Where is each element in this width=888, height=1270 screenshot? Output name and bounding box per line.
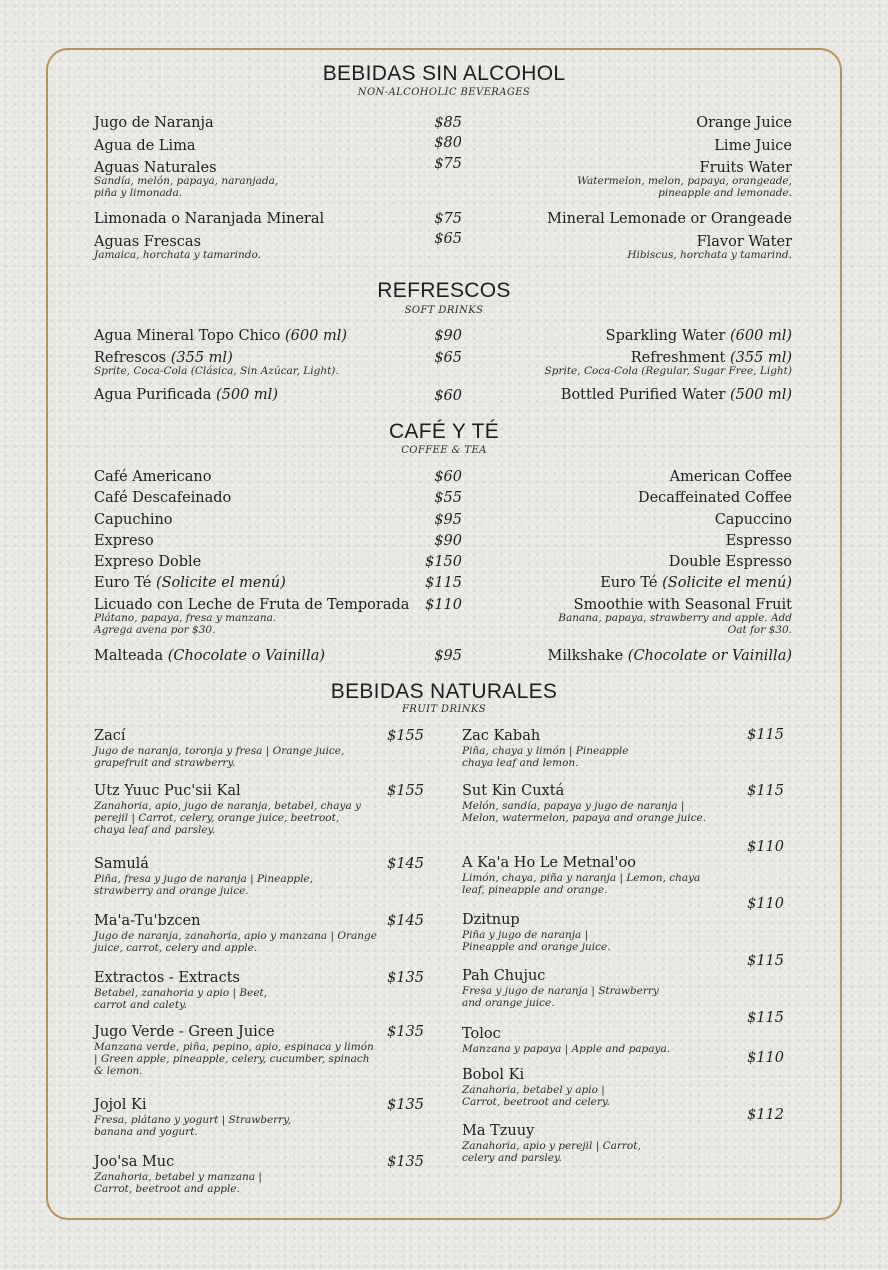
fruit-drink-item: [462, 855, 712, 896]
item-size-es: (500 ml): [215, 387, 278, 403]
item-desc-es: Plátano, papaya, fresa y manzana. Agrega avena por $30.: [94, 612, 277, 636]
section-title-sin-alcohol: BEBIDAS SIN ALCOHOL: [322, 62, 566, 85]
fruit-drink-price: $115: [747, 1010, 784, 1026]
item-name-en: Flavor Water: [696, 234, 792, 250]
fruit-drink-price: $135: [387, 970, 424, 986]
section-title-naturales: BEBIDAS NATURALES: [330, 680, 558, 703]
item-price: $110: [425, 597, 462, 613]
item-name-es: Expreso: [94, 533, 154, 549]
fruit-drink-desc: Manzana y papaya | Apple and papaya.: [462, 1043, 671, 1055]
item-price: $150: [425, 554, 462, 570]
item-price: $95: [434, 512, 462, 528]
fruit-drink-item: [462, 1123, 642, 1164]
fruit-drink-desc: Manzana verde, piña, pepino, apio, espinaca y limón | Green apple, pineapple, celery, cucumber, spinach & lemon.: [94, 1041, 374, 1077]
item-name-es: [94, 386, 278, 404]
fruit-drink-name: Bobol Ki: [462, 1067, 525, 1083]
item-desc-en: Banana, papaya, strawberry and apple. Add Oat for $30.: [558, 612, 792, 636]
item-name-en: [561, 386, 792, 404]
item-desc-es: Sandía, melón, papaya, naranjada, piña y limonada.: [94, 175, 279, 199]
item-size-en: (500 ml): [730, 387, 792, 403]
item-size-en: (600 ml): [730, 328, 792, 344]
item-name-es: Jugo de Naranja: [94, 115, 214, 131]
item-note-es: (Solicite el menú): [155, 575, 286, 591]
fruit-drink-desc: Melón, sandía, papaya y jugo de naranja | Melon, watermelon, papaya and orange juice.: [462, 800, 707, 824]
item-desc-en: Sprite, Coca-Cola (Regular, Sugar Free, Light): [544, 365, 792, 377]
item-name-en: [547, 647, 792, 665]
item-name-en-text: Refreshment: [630, 350, 726, 366]
fruit-drink-desc: Piña, fresa y jugo de naranja | Pineapple, strawberry and orange juice.: [94, 873, 313, 897]
item-name-en: Espresso: [725, 533, 792, 549]
item-name-es: Aguas Frescas: [94, 234, 202, 250]
fruit-drink-desc: Zanahoria, apio y perejil | Carrot, celery and parsley.: [462, 1140, 641, 1164]
item-name-es: Agua de Lima: [94, 138, 196, 154]
item-name-es-text: Agua Purificada: [94, 387, 212, 403]
fruit-drink-item: [462, 1026, 722, 1055]
fruit-drink-name: Ma'a-Tu'bzcen: [94, 913, 201, 929]
fruit-drink-item: [462, 912, 642, 953]
fruit-drink-name: Pah Chujuc: [462, 968, 546, 984]
fruit-drink-desc: Piña y jugo de naranja | Pineapple and orange juice.: [462, 929, 611, 953]
item-name-en: Capuccino: [714, 512, 792, 528]
fruit-drink-item: [462, 1067, 642, 1108]
fruit-drink-desc: Fresa y jugo de naranja | Strawberry and orange juice.: [462, 985, 659, 1009]
item-name-es: Café Descafeinado: [94, 490, 232, 506]
fruit-drink-name: Samulá: [94, 856, 149, 872]
fruit-drink-price: $145: [387, 856, 424, 872]
item-name-es: Aguas Naturales: [94, 160, 217, 176]
fruit-drink-item: [94, 856, 354, 897]
fruit-drink-item: [94, 783, 369, 836]
fruit-drink-price: $110: [747, 839, 784, 855]
section-subtitle-sin-alcohol: NON-ALCOHOLIC BEVERAGES: [357, 87, 531, 98]
fruit-drink-desc: Zanahoria, betabel y apio | Carrot, beetroot and celery.: [462, 1084, 610, 1108]
fruit-drink-price: $135: [387, 1097, 424, 1113]
item-name-en-text: Bottled Purified Water: [560, 387, 726, 403]
item-price: $95: [434, 648, 462, 664]
fruit-drink-price: $115: [747, 727, 784, 743]
item-name-es: [94, 327, 347, 345]
section-subtitle-refrescos: SOFT DRINKS: [404, 305, 484, 316]
fruit-drink-desc: Jugo de naranja, zanahoria, apio y manzana | Orange juice, carrot, celery and apple.: [94, 930, 377, 954]
section-title-refrescos: REFRESCOS: [377, 279, 511, 302]
fruit-drink-desc: Jugo de naranja, toronja y fresa | Orange juice, grapefruit and strawberry.: [94, 745, 345, 769]
fruit-drink-desc: Limón, chaya, piña y naranja | Lemon, chaya leaf, pineapple and orange.: [462, 872, 701, 896]
fruit-drink-desc: Zanahoria, apio, jugo de naranja, betabel, chaya y perejil | Carrot, celery, orange juice, beetroot, chaya leaf and parsley.: [94, 800, 361, 836]
fruit-drink-name: Jugo Verde - Green Juice: [94, 1024, 275, 1040]
fruit-drink-name: Extractos - Extracts: [94, 970, 240, 986]
item-price: $75: [434, 156, 462, 172]
fruit-drink-name: Jojol Ki: [94, 1097, 147, 1113]
fruit-drink-price: $115: [747, 783, 784, 799]
item-name-es: Licuado con Leche de Fruta de Temporada: [94, 597, 410, 613]
fruit-drink-item: [462, 968, 662, 1009]
item-price: $80: [434, 135, 462, 151]
item-price: $65: [434, 231, 462, 247]
item-name-en: [606, 327, 792, 345]
fruit-drink-name: Zac Kabah: [462, 728, 541, 744]
item-name-en: Lime Juice: [714, 138, 792, 154]
fruit-drink-price: $135: [387, 1024, 424, 1040]
item-note-es: (Chocolate o Vainilla): [167, 648, 326, 664]
item-price: $75: [434, 211, 462, 227]
item-size-es: (600 ml): [285, 328, 347, 344]
item-price: $85: [434, 115, 462, 131]
fruit-drink-price: $112: [747, 1107, 784, 1123]
fruit-drink-name: Ma Tzuuy: [462, 1123, 535, 1139]
fruit-drink-name: A Ka'a Ho Le Metnal'oo: [462, 855, 636, 871]
item-name-es: [94, 647, 325, 665]
fruit-drink-name: Toloc: [462, 1026, 501, 1042]
fruit-drink-name: Zací: [94, 728, 126, 744]
fruit-drink-name: Dzitnup: [462, 912, 520, 928]
fruit-drink-price: $110: [747, 1050, 784, 1066]
item-name-en: [600, 574, 792, 592]
fruit-drink-item: [94, 728, 369, 769]
item-price: $55: [434, 490, 462, 506]
fruit-drink-item: [94, 1154, 299, 1195]
item-desc-es: Sprite, Coca-Cola (Clásica, Sin Azúcar, Light).: [94, 365, 339, 377]
item-price: $60: [434, 388, 462, 404]
item-price: $60: [434, 469, 462, 485]
item-size-es: (355 ml): [170, 350, 233, 366]
section-title-cafe: CAFÉ Y TÉ: [388, 420, 500, 443]
item-name-en-text: Sparkling Water: [605, 328, 726, 344]
item-name-en: Fruits Water: [699, 160, 792, 176]
item-size-en: (355 ml): [730, 350, 792, 366]
item-name-en: Orange Juice: [696, 115, 792, 131]
item-name-es-text: Agua Mineral Topo Chico: [94, 328, 281, 344]
fruit-drink-item: [94, 970, 269, 1011]
fruit-drink-desc: Fresa, plátano y yogurt | Strawberry, banana and yogurt.: [94, 1114, 292, 1138]
item-name-es: Café Americano: [94, 469, 212, 485]
item-name-en: Smoothie with Seasonal Fruit: [573, 597, 792, 613]
fruit-drink-item: [462, 728, 662, 769]
fruit-drink-desc: Zanahoria, betabel y manzana | Carrot, beetroot and apple.: [94, 1171, 262, 1195]
item-desc-es: Jamaica, horchata y tamarindo.: [94, 249, 261, 261]
item-name-es-text: Euro Té: [94, 575, 152, 591]
item-desc-en: Hibiscus, horchata y tamarind.: [627, 249, 792, 261]
item-name-en: Mineral Lemonade or Orangeade: [547, 211, 792, 227]
fruit-drink-desc: Piña, chaya y limón | Pineapple chaya leaf and lemon.: [462, 745, 629, 769]
fruit-drink-desc: Betabel, zanahoria y apio | Beet, carrot and calety.: [94, 987, 268, 1011]
fruit-drink-name: Joo'sa Muc: [94, 1154, 175, 1170]
item-note-en: (Chocolate or Vainilla): [627, 648, 792, 664]
fruit-drink-price: $145: [387, 913, 424, 929]
item-price: $65: [434, 350, 462, 366]
item-name-en: Decaffeinated Coffee: [637, 490, 792, 506]
item-price: $115: [425, 575, 462, 591]
item-name-es: Capuchino: [94, 512, 173, 528]
item-name-es: [94, 574, 286, 592]
item-price: $90: [434, 533, 462, 549]
section-subtitle-cafe: COFFEE & TEA: [401, 445, 487, 456]
fruit-drink-price: $115: [747, 953, 784, 969]
fruit-drink-price: $110: [747, 896, 784, 912]
fruit-drink-item: [94, 1024, 379, 1077]
fruit-drink-item: [462, 783, 717, 824]
section-subtitle-naturales: FRUIT DRINKS: [401, 704, 487, 715]
item-name-es-text: Malteada: [94, 648, 164, 664]
item-name-en: Double Espresso: [668, 554, 792, 570]
fruit-drink-name: Utz Yuuc Puc'sii Kal: [94, 783, 241, 799]
item-name-es: Limonada o Naranjada Mineral: [94, 211, 325, 227]
item-name-en-text: Euro Té: [600, 575, 658, 591]
item-name-es: Expreso Doble: [94, 554, 202, 570]
fruit-drink-item: [94, 913, 379, 954]
item-name-en-text: Milkshake: [547, 648, 624, 664]
item-note-en: (Solicite el menú): [662, 575, 792, 591]
fruit-drink-price: $155: [387, 783, 424, 799]
fruit-drink-price: $135: [387, 1154, 424, 1170]
item-name-es-text: Refrescos: [94, 350, 167, 366]
fruit-drink-name: Sut Kin Cuxtá: [462, 783, 565, 799]
fruit-drink-item: [94, 1097, 309, 1138]
item-price: $90: [434, 328, 462, 344]
fruit-drink-price: $155: [387, 728, 424, 744]
item-name-en: American Coffee: [669, 469, 792, 485]
item-desc-en: Watermelon, melon, papaya, orangeade, pineapple and lemonade.: [577, 175, 792, 199]
